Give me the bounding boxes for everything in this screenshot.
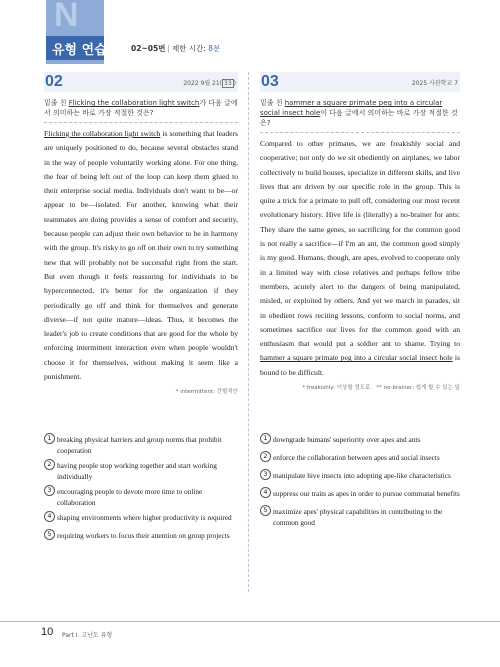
question-03-header (260, 72, 460, 92)
question-prompt: 밑줄 친 Flicking the collaboration light switch가 다음 글에서 의미하는 바로 가장 적절한 것은? (44, 99, 238, 117)
column-divider (248, 72, 249, 592)
time-limit-value: 8분 (208, 44, 221, 53)
question-02 (44, 72, 238, 395)
answer-choice[interactable]: 5 requiring workers to focus their attention on group projects (44, 531, 238, 544)
gloss-item: ** no-brainer: 쉽게 할 수 있는 일 (376, 385, 460, 392)
header-info: 02~05번 | 제한 시간: 8분 (131, 44, 221, 53)
question-range: 02~05번 (131, 44, 166, 53)
answer-choice[interactable]: 2 having people stop working together and start working individually (44, 461, 238, 482)
question-02-header (44, 72, 238, 92)
answer-choice[interactable]: 5 maximize apes' physical capabilities in contributing to the common good (260, 507, 460, 528)
question-source: 2025 사관학교 7 (411, 80, 458, 87)
footer-rule (0, 621, 500, 622)
underlined-phrase: hammer a square primate peg into a circular social insect hole (260, 353, 453, 363)
answer-choices-02 (44, 435, 238, 549)
answer-choice[interactable]: 4 suppress our traits as apes in order to pursue communal benefits (260, 489, 460, 502)
choice-number: 2 (260, 451, 273, 464)
gloss-item: * freakishly: 이상할 정도로 (302, 385, 371, 392)
section-label: Part I. 고난도 유형 (62, 632, 113, 639)
question-03 (260, 72, 460, 391)
choice-number: 5 (260, 505, 273, 518)
source-code: 33 (224, 80, 232, 87)
glossary (260, 383, 460, 391)
answer-choice[interactable]: 2 enforce the collaboration between apes and social insects (260, 453, 460, 466)
question-prompt: 밑줄 친 hammer a square primate peg into a circular social insect hole이 다음 글에서 의미하는 바로 가장 적절한 것은? (260, 99, 458, 127)
page-number: 10 (41, 626, 54, 638)
answer-choice[interactable]: 1 breaking physical barriers and group norms that prohibit cooperation (44, 435, 238, 456)
underlined-phrase: Flicking the collaboration light switch (44, 129, 161, 138)
question-number: 03 (261, 73, 279, 90)
question-number: 02 (45, 73, 63, 90)
choice-number: 4 (260, 487, 273, 500)
prompt-phrase: Flicking the collaboration light switch (68, 99, 200, 107)
choice-number: 5 (44, 529, 57, 542)
header-tab-letter: N (54, 0, 79, 34)
answer-choice[interactable]: 3 manipulate hive insects into adopting ape-like characteristics (260, 471, 460, 484)
prompt-phrase: hammer a square primate peg into a circular social insect hole (260, 99, 443, 117)
answer-choices-03 (260, 435, 460, 533)
page-title: 유형 연습 (52, 43, 107, 58)
answer-choice[interactable]: 1 downgrade humans' superiority over apes and ants (260, 435, 460, 448)
choice-number: 3 (260, 469, 273, 482)
passage: Compared to other primates, we are freakishly social and cooperative; not only do we sit obediently on airplanes, we labor collectively to build houses, specialize in different skills, and live lives that are driven by our specific role in the group. This is quite a trick for a primate to pull off, considering our most recent evolutionary history. Hive life is (literally) a no-brainer for ants: They share the same genes, so sacrificing for the common good is not really a sacrifice—if I'm an ant, the common good simply is my good. Humans, though, are apes, evolved to cooperate only in a limited way with close relatives and perhaps fellow tribe members, acutely alert to the dangers of being manipulated, misled, or exploited by others. And yet we march in parades, sit in obedient rows reciting lessons, conform to social norms, and sometimes sacrifice our lives for the common good with an enthusiasm that would put a soldier ant to shame. Trying to hammer a square primate peg into a circular social insect hole is bound to be difficult. (260, 139, 460, 377)
passage: Flicking the collaboration light switch is something that leaders are uniquely positioned to do, because several obstacles stand in the way of people voluntarily working alone. For one thing, the fear of being left out of the loop can keep them glued to their enterprise social media. Individuals don't want to be—or appear to be—isolated. For another, knowing what their teammates are doing provides a sense of comfort and security, because people can adjust their own behavior to be in harmony with the group. It's risky to go off on their own to try something new that will probably not be successful right from the start. But even though it feels reassuring for individuals to be hyperconnected, it's better for the organization if they periodically go off and think for themselves and generate diverse—if not quite mature—ideas. Thus, it becomes the leader's job to create conditions that are good for the whole by enforcing intermittent interaction even when people wouldn't choose it for themselves, without making it seem like a punishment. (44, 129, 239, 382)
question-source: 2022 9월 21( 33 ) (183, 80, 236, 87)
gloss-item: * intermittent: 간헐적인 (175, 389, 238, 396)
answer-choice[interactable]: 4 shaping environments where higher productivity is required (44, 513, 238, 526)
choice-number: 2 (44, 459, 57, 472)
choice-number: 4 (44, 511, 57, 524)
choice-number: 1 (44, 433, 57, 446)
choice-number: 3 (44, 485, 57, 498)
answer-choice[interactable]: 3 encouraging people to devote more time to online collaboration (44, 487, 238, 508)
glossary (44, 387, 238, 395)
choice-number: 1 (260, 433, 273, 446)
time-limit-label: 제한 시간: (171, 44, 206, 53)
